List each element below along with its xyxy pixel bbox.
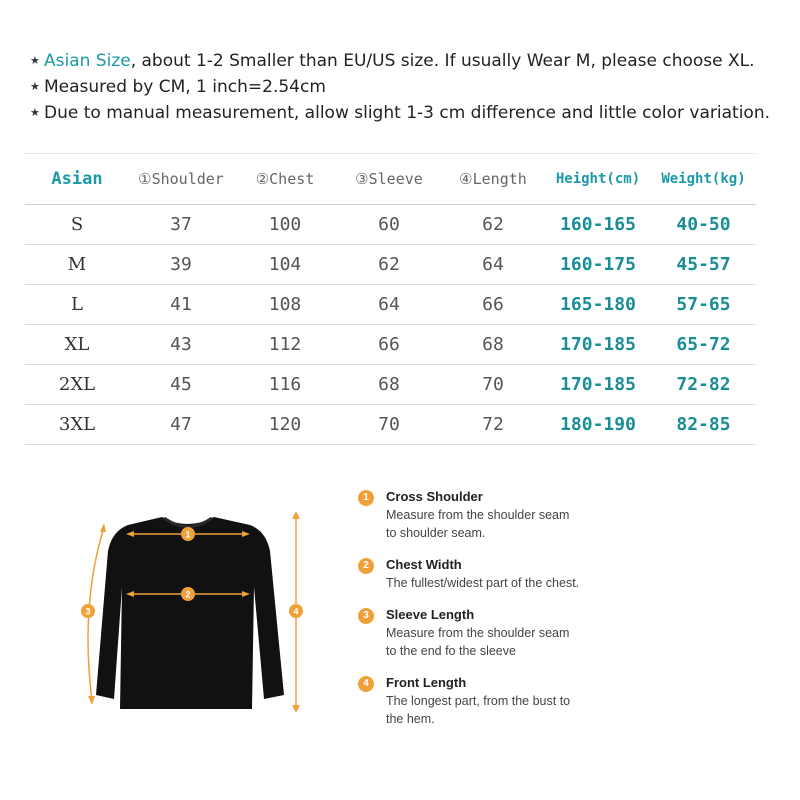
cell-height: 170-185 bbox=[545, 365, 651, 405]
cell-height: 170-185 bbox=[545, 325, 651, 365]
arrowhead-icon bbox=[100, 523, 106, 532]
legend-desc: to shoulder seam. bbox=[386, 526, 486, 540]
header-length: ④Length bbox=[441, 154, 545, 205]
cell-sleeve: 64 bbox=[337, 285, 441, 325]
cell-size: L bbox=[25, 285, 129, 325]
arrowhead-icon bbox=[292, 705, 300, 713]
measurement-legend bbox=[356, 488, 616, 742]
cell-weight: 65-72 bbox=[651, 325, 756, 365]
table-row bbox=[25, 365, 756, 405]
cell-height: 165-180 bbox=[545, 285, 651, 325]
number-badge-icon: 1 bbox=[358, 490, 374, 506]
table-row bbox=[25, 245, 756, 285]
legend-item-cross-shoulder bbox=[356, 488, 616, 542]
legend-desc: to the end fo the sleeve bbox=[386, 644, 516, 658]
table-row bbox=[25, 405, 756, 445]
legend-item-sleeve-length bbox=[356, 606, 616, 660]
legend-title: Chest Width bbox=[386, 557, 462, 572]
table-header-row bbox=[25, 154, 756, 205]
cell-length: 70 bbox=[441, 365, 545, 405]
cell-shoulder: 45 bbox=[129, 365, 233, 405]
header-shoulder: ①Shoulder bbox=[129, 154, 233, 205]
cell-chest: 104 bbox=[233, 245, 337, 285]
cell-weight: 40-50 bbox=[651, 205, 756, 245]
cell-shoulder: 41 bbox=[129, 285, 233, 325]
legend-item-chest-width bbox=[356, 556, 616, 592]
cell-sleeve: 66 bbox=[337, 325, 441, 365]
note-manual-measurement bbox=[30, 100, 770, 126]
arrowhead-icon bbox=[88, 696, 95, 705]
note-measured-by-cm bbox=[30, 74, 770, 100]
header-weight: Weight(kg) bbox=[651, 154, 756, 205]
legend-title: Sleeve Length bbox=[386, 607, 475, 622]
cell-size: S bbox=[25, 205, 129, 245]
table-row bbox=[25, 325, 756, 365]
cell-sleeve: 60 bbox=[337, 205, 441, 245]
number-badge-icon: 4 bbox=[358, 676, 374, 692]
cell-shoulder: 47 bbox=[129, 405, 233, 445]
table-row bbox=[25, 285, 756, 325]
asian-size-highlight: Asian Size bbox=[44, 51, 131, 71]
arrowhead-icon bbox=[292, 511, 300, 519]
cell-shoulder: 39 bbox=[129, 245, 233, 285]
note-line1-text: , about 1-2 Smaller than EU/US size. If usually Wear M, please choose XL. bbox=[130, 51, 755, 71]
star-bullet-icon: ★ bbox=[30, 106, 40, 119]
cell-length: 64 bbox=[441, 245, 545, 285]
cell-chest: 116 bbox=[233, 365, 337, 405]
note-line3-text: Due to manual measurement, allow slight 1-3 cm difference and little color variation. bbox=[44, 103, 771, 123]
note-asian-size bbox=[30, 48, 770, 74]
header-asian: Asian bbox=[25, 154, 129, 205]
header-height: Height(cm) bbox=[545, 154, 651, 205]
cell-sleeve: 70 bbox=[337, 405, 441, 445]
cell-size: 2XL bbox=[25, 365, 129, 405]
note-line2-text: Measured by CM, 1 inch=2.54cm bbox=[44, 77, 326, 97]
marker-4-label: 4 bbox=[293, 606, 299, 617]
header-chest: ②Chest bbox=[233, 154, 337, 205]
cell-length: 68 bbox=[441, 325, 545, 365]
marker-3-label: 3 bbox=[85, 606, 91, 617]
cell-height: 180-190 bbox=[545, 405, 651, 445]
legend-item-front-length bbox=[356, 674, 616, 728]
size-chart-table bbox=[25, 153, 756, 445]
cell-shoulder: 37 bbox=[129, 205, 233, 245]
legend-title: Cross Shoulder bbox=[386, 489, 483, 504]
cell-height: 160-165 bbox=[545, 205, 651, 245]
cell-length: 62 bbox=[441, 205, 545, 245]
cell-chest: 100 bbox=[233, 205, 337, 245]
cell-chest: 120 bbox=[233, 405, 337, 445]
cell-shoulder: 43 bbox=[129, 325, 233, 365]
shirt-silhouette bbox=[96, 517, 284, 709]
number-badge-icon: 2 bbox=[358, 558, 374, 574]
cell-length: 66 bbox=[441, 285, 545, 325]
cell-weight: 82-85 bbox=[651, 405, 756, 445]
cell-weight: 57-65 bbox=[651, 285, 756, 325]
marker-1-label: 1 bbox=[185, 529, 191, 540]
marker-2-label: 2 bbox=[185, 589, 191, 600]
cell-height: 160-175 bbox=[545, 245, 651, 285]
cell-sleeve: 68 bbox=[337, 365, 441, 405]
shirt-measurement-diagram bbox=[70, 505, 320, 720]
legend-desc: The fullest/widest part of the chest. bbox=[386, 576, 580, 590]
header-sleeve: ③Sleeve bbox=[337, 154, 441, 205]
legend-desc: Measure from the shoulder seam bbox=[386, 508, 570, 522]
cell-chest: 112 bbox=[233, 325, 337, 365]
cell-size: XL bbox=[25, 325, 129, 365]
size-notes bbox=[30, 48, 770, 126]
star-bullet-icon: ★ bbox=[30, 54, 40, 67]
cell-size: M bbox=[25, 245, 129, 285]
cell-chest: 108 bbox=[233, 285, 337, 325]
legend-desc: The longest part, from the bust to bbox=[386, 694, 571, 708]
cell-weight: 45-57 bbox=[651, 245, 756, 285]
cell-length: 72 bbox=[441, 405, 545, 445]
legend-title: Front Length bbox=[386, 675, 467, 690]
table-row bbox=[25, 205, 756, 245]
number-badge-icon: 3 bbox=[358, 608, 374, 624]
star-bullet-icon: ★ bbox=[30, 80, 40, 93]
cell-sleeve: 62 bbox=[337, 245, 441, 285]
cell-size: 3XL bbox=[25, 405, 129, 445]
legend-desc: Measure from the shoulder seam bbox=[386, 626, 570, 640]
legend-desc: the hem. bbox=[386, 712, 435, 726]
cell-weight: 72-82 bbox=[651, 365, 756, 405]
